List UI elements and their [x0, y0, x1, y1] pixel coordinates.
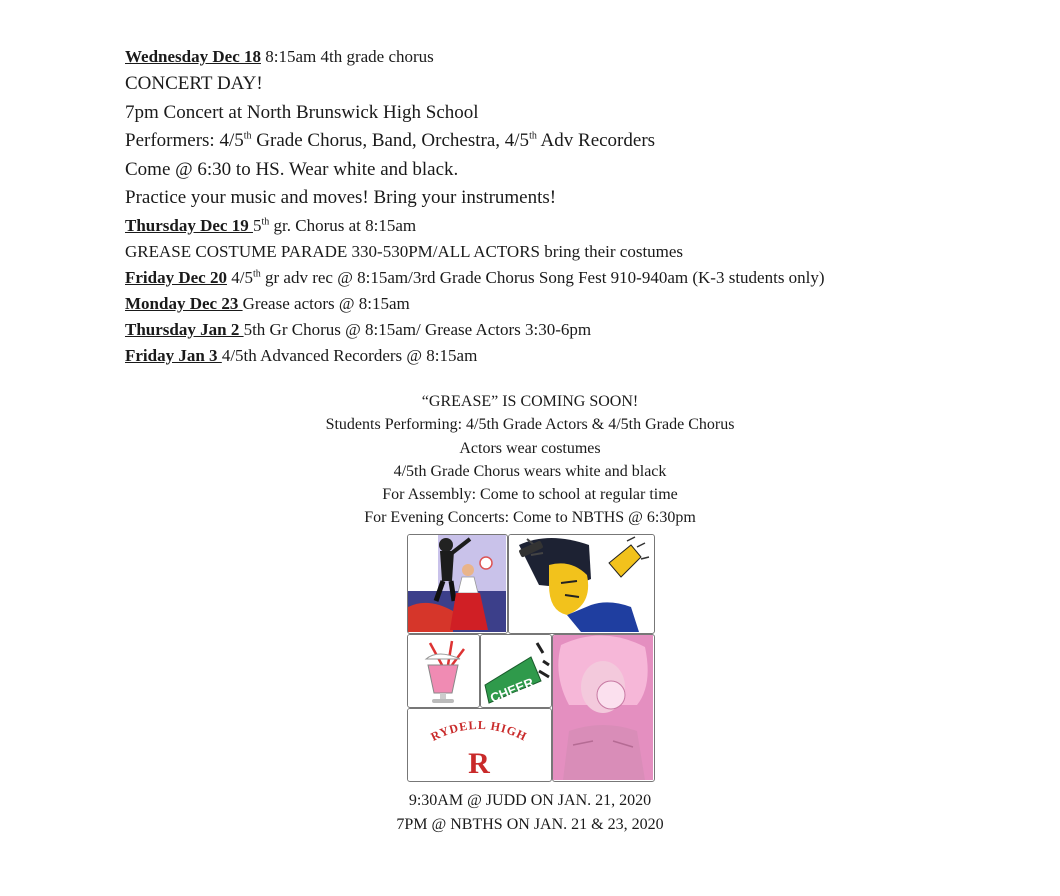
schedule-text: 5th Gr Chorus @ 8:15am/ Grease Actors 3:30-6pm	[243, 319, 592, 339]
ordinal-suffix: th	[252, 267, 261, 279]
schedule-text: 7pm Concert at North Brunswick High School	[125, 101, 479, 123]
cheer-megaphone-image	[480, 634, 552, 708]
cheer-text: CHEER	[487, 674, 536, 706]
grease-collage	[407, 534, 655, 782]
schedule-line	[125, 127, 1025, 156]
schedule-date: Friday Jan 3	[125, 345, 222, 365]
schedule-text: Performers: 4/5	[125, 130, 244, 151]
schedule-text: 4/5	[226, 267, 253, 287]
schedule-line	[125, 156, 1025, 185]
schedule-line	[125, 265, 1025, 291]
schedule-date: Wednesday Dec 18	[125, 47, 261, 66]
schedule-text: Adv Recorders	[536, 130, 656, 151]
schedule-text: Grade Chorus, Band, Orchestra, 4/5	[251, 130, 530, 151]
schedule-date: Monday Dec 23	[125, 293, 243, 313]
assembly-time: For Assembly: Come to school at regular time	[382, 486, 678, 504]
bubblegum-girl-image	[552, 634, 655, 782]
grease-heading: “GREASE” IS COMING SOON!	[421, 393, 639, 410]
grease-announcement	[0, 390, 1060, 530]
schedule-text: GREASE COSTUME PARADE 330-530PM/ALL ACTORS bring their costumes	[125, 241, 684, 261]
performance-dates	[0, 789, 1060, 837]
schedule-line	[125, 184, 1025, 213]
greaser-image	[508, 534, 655, 634]
schedule-list	[125, 44, 1025, 369]
ordinal-suffix: th	[529, 130, 537, 142]
schedule-line	[125, 99, 1025, 128]
schedule-text: CONCERT DAY!	[125, 73, 263, 94]
schedule-line	[125, 70, 1025, 99]
schedule-line	[125, 44, 1025, 70]
rydell-letter: R	[468, 747, 490, 780]
schedule-text: Grease actors @ 8:15am	[242, 293, 410, 313]
students-performing: Students Performing: 4/5th Grade Actors & 4/5th Grade Chorus	[325, 416, 735, 434]
schedule-line	[125, 317, 1025, 343]
rydell-high-image	[407, 708, 552, 782]
schedule-text: 4/5th Advanced Recorders @ 8:15am	[221, 345, 478, 365]
schedule-text: gr. Chorus at 8:15am	[269, 215, 417, 235]
milkshake-image	[407, 634, 480, 708]
schedule-line	[125, 291, 1025, 317]
schedule-date: Thursday Dec 19	[125, 215, 253, 235]
evening-concert-time: For Evening Concerts: Come to NBTHS @ 6:30pm	[364, 509, 696, 527]
rydell-high-text: RYDELL HIGH	[428, 717, 530, 744]
dancers-image	[407, 534, 508, 634]
schedule-text: 8:15am 4th grade chorus	[261, 47, 434, 66]
schedule-line	[125, 213, 1025, 239]
schedule-date: Thursday Jan 2	[125, 319, 244, 339]
schedule-text: gr adv rec @ 8:15am/3rd Grade Chorus Song Fest 910-940am (K-3 students only)	[260, 267, 825, 287]
actors-costumes: Actors wear costumes	[459, 439, 601, 457]
schedule-text: Come @ 6:30 to HS. Wear white and black.	[125, 158, 459, 180]
ordinal-suffix: th	[261, 215, 270, 227]
schedule-text: 5	[252, 215, 262, 235]
schedule-date: Friday Dec 20	[125, 267, 227, 287]
schedule-line	[125, 239, 1025, 265]
judd-date: 9:30AM @ JUDD ON JAN. 21, 2020	[408, 792, 652, 809]
schedule-text: Practice your music and moves! Bring your instruments!	[125, 187, 557, 208]
chorus-dress-code: 4/5th Grade Chorus wears white and black	[393, 462, 667, 480]
nbths-date: 7PM @ NBTHS ON JAN. 21 & 23, 2020	[396, 816, 664, 833]
schedule-line	[125, 343, 1025, 369]
ordinal-suffix: th	[243, 130, 252, 142]
